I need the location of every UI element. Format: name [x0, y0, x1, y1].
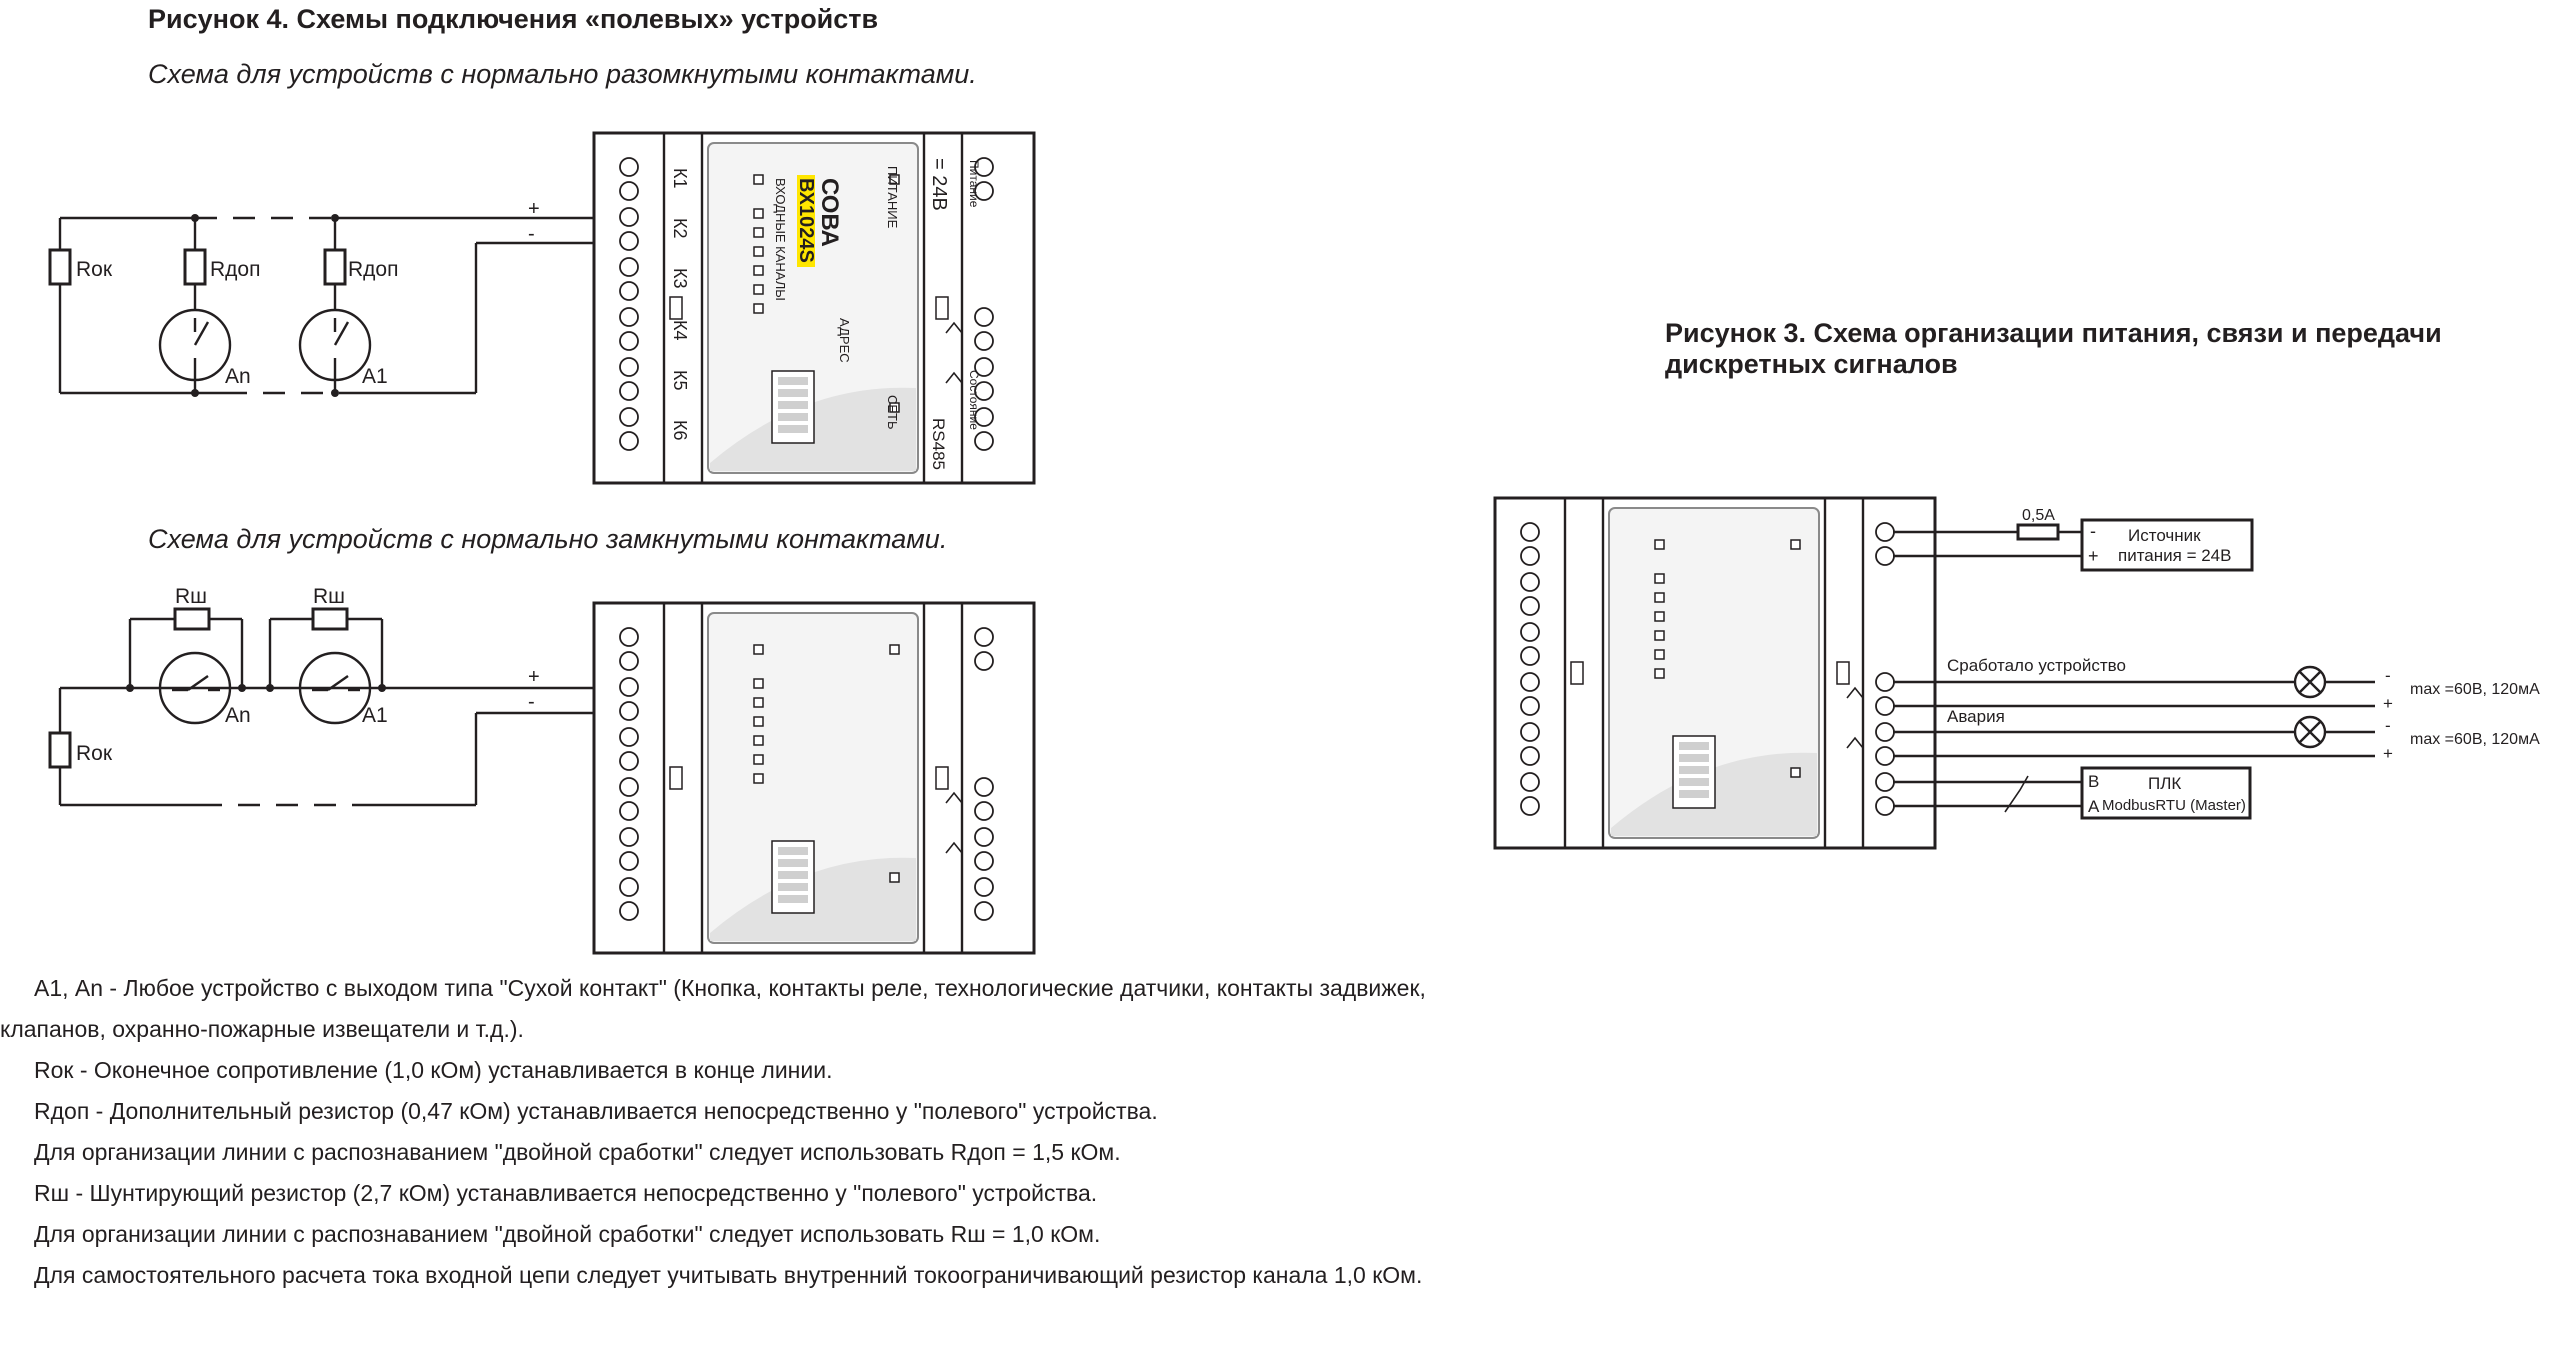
note-7: Для самостоятельного расчета тока входной цепи следует учитывать внутренний токоограничивающий резистор канала 1,0 кОм. [34, 1262, 1423, 1288]
device-an-label-nc: An [225, 704, 251, 727]
device-module-2 [594, 603, 1034, 953]
r-shunt-label-1: Rш [175, 585, 208, 608]
wire-minus-no: - [528, 223, 535, 245]
fig4-subtitle-no: Схема для устройств с нормально разомкнутыми контактами. [148, 59, 977, 89]
wire-minus-nc: - [528, 691, 535, 713]
r-end-label-nc: Rок [76, 742, 113, 765]
sig1-minus: - [2385, 666, 2391, 685]
note-3: Rдоп - Дополнительный резистор (0,47 кОм) устанавливается непосредственно у "полевого" устройства. [34, 1098, 1158, 1124]
sig2-minus: - [2385, 716, 2391, 735]
plc-b: B [2088, 772, 2100, 791]
fig3-title-line2: дискретных сигналов [1665, 349, 1958, 379]
sig1-label: Сработало устройство [1947, 656, 2126, 675]
note-5: Rш - Шунтирующий резистор (2,7 кОм) устанавливается непосредственно у "полевого" устройства. [34, 1180, 1098, 1206]
fig3-title-line1: Рисунок 3. Схема организации питания, связи и передачи [1665, 318, 2442, 348]
wire-plus-nc: + [528, 666, 540, 688]
plc-a: A [2088, 797, 2100, 816]
plc-proto: ModbusRTU (Master) [2102, 797, 2246, 814]
device-a1-label: A1 [362, 365, 388, 388]
r-add-label-1: Rдоп [210, 258, 261, 281]
fig4-subtitle-nc: Схема для устройств с нормально замкнутыми контактами. [148, 524, 948, 554]
device-inputs-caption: ВХОДНЫЕ КАНАЛЫ [773, 178, 788, 301]
r-shunt-label-2: Rш [313, 585, 346, 608]
note-6: Для организации линии с распознаванием "двойной сработки" следует использовать Rш = 1,0 кОм. [34, 1221, 1101, 1247]
psu-label-1: Источник [2128, 526, 2201, 545]
sig2-plus: + [2383, 744, 2393, 763]
psu-minus: - [2090, 521, 2096, 541]
note-2: Rок - Оконечное сопротивление (1,0 кОм) устанавливается в конце линии. [34, 1057, 833, 1083]
sig2-label: Авария [1947, 707, 2005, 726]
device-channel-k2: К2 [670, 218, 690, 239]
sig1-plus: + [2383, 694, 2393, 713]
device-model: ВХ1024S [795, 178, 817, 263]
device-an-label: An [225, 365, 251, 388]
r-end-label-no: Rок [76, 258, 113, 281]
max-label-2: max =60В, 120мА [2410, 731, 2540, 748]
fig3-wiring [1893, 507, 2540, 818]
max-label-1: max =60В, 120мА [2410, 681, 2540, 698]
device-net-led: СЕТЬ [885, 395, 900, 430]
device-brand: СОВА [816, 178, 843, 247]
fig4-title: Рисунок 4. Схемы подключения «полевых» устройств [148, 4, 879, 34]
notes [0, 968, 1460, 1296]
note-1: А1, An - Любое устройство с выходом типа "Сухой контакт" (Кнопка, контакты реле, технологические датчики, контакты задвижек, клапанов, охранно-пожарные извещатели и т.д.). [0, 975, 1426, 1042]
scheme-normally-closed [50, 585, 596, 805]
r-add-label-2: Rдоп [348, 258, 399, 281]
device-state-term: Состояние [967, 370, 981, 430]
device-channel-k4: К4 [670, 320, 690, 341]
device-module-3 [1495, 498, 1935, 848]
plc-label: ПЛК [2148, 774, 2182, 793]
device-rs485: RS485 [929, 418, 948, 470]
wire-plus-no: + [528, 198, 540, 220]
device-channel-k6: К6 [670, 420, 690, 441]
device-power-led: ПИТАНИЕ [885, 166, 900, 229]
device-channel-k5: К5 [670, 370, 690, 391]
device-channel-k3: К3 [670, 268, 690, 289]
fuse-label: 0,5А [2022, 507, 2055, 524]
device-channel-k1: К1 [670, 168, 690, 189]
scheme-normally-open [50, 198, 596, 397]
device-a1-label-nc: A1 [362, 704, 388, 727]
note-4: Для организации линии с распознаванием "двойной сработки" следует использовать Rдоп = 1,5 кОм. [34, 1139, 1121, 1165]
psu-label-2: питания = 24В [2118, 546, 2232, 565]
device-voltage: = 24В [928, 158, 950, 211]
device-address: АДРЕС [837, 318, 852, 363]
device-power-term: Питание [967, 160, 981, 208]
psu-plus: + [2088, 546, 2099, 566]
